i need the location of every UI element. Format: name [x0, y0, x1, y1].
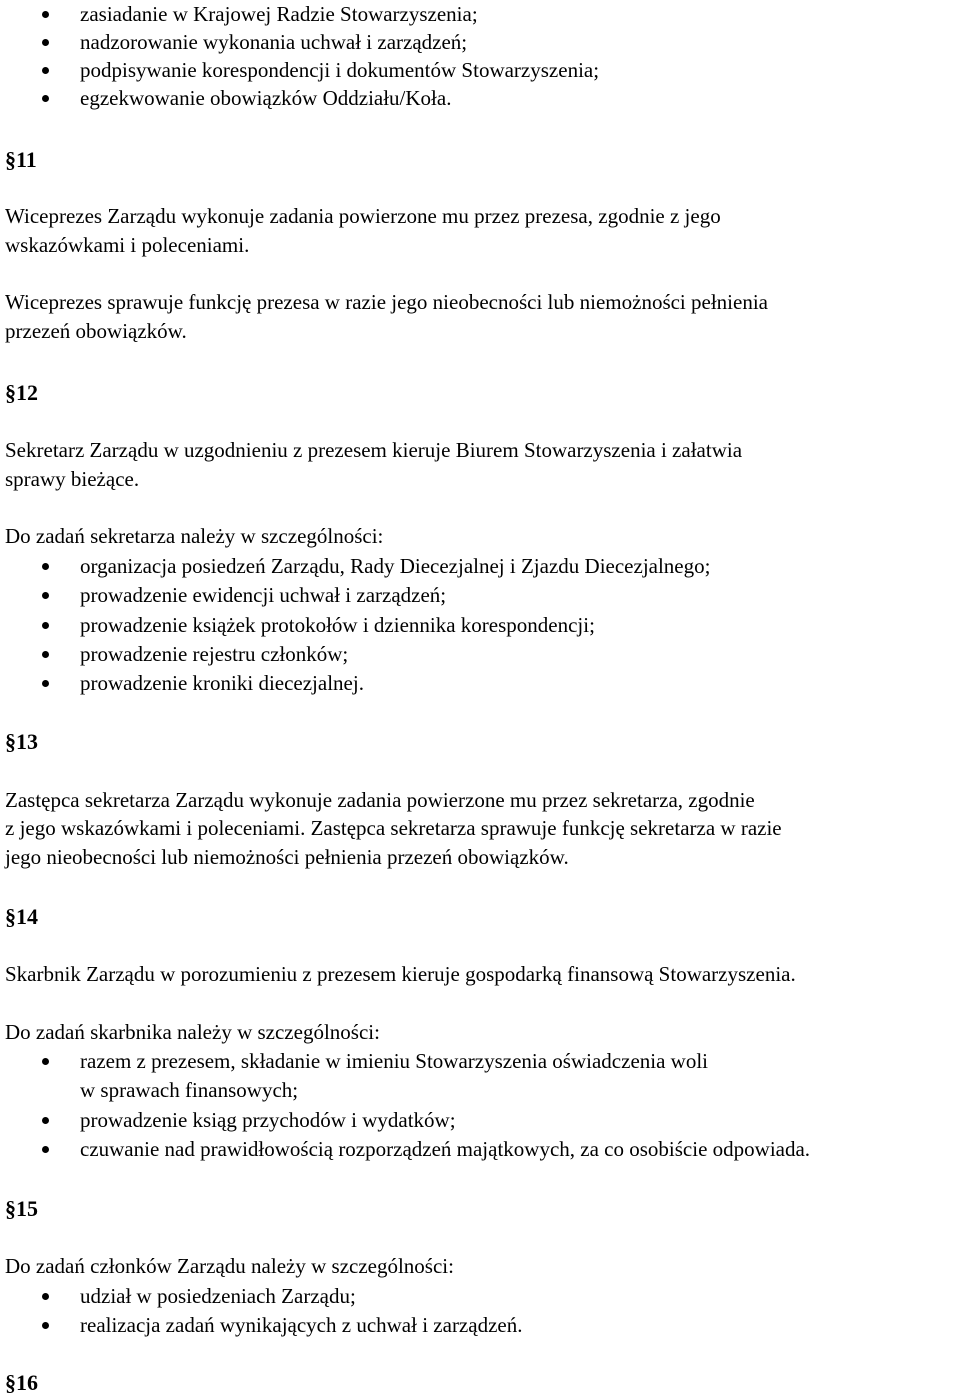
list-item: nadzorowanie wykonania uchwał i zarządzeń; — [80, 28, 467, 57]
section-number: 15 — [16, 1196, 38, 1221]
section-number: 13 — [16, 729, 38, 754]
section-heading-16: §16 — [5, 1370, 38, 1395]
paragraph-line: przezeń obowiązków. — [5, 319, 187, 343]
section-heading-12: §12 — [5, 380, 38, 405]
paragraph-line: Skarbnik Zarządu w porozumieniu z prezesem kieruje gospodarką finansową Stowarzyszenia. — [5, 962, 796, 986]
section-heading-11: §11 — [5, 147, 37, 172]
list-item: prowadzenie książek protokołów i dziennika korespondencji; — [80, 611, 595, 640]
list-item: prowadzenie kroniki diecezjalnej. — [80, 669, 364, 698]
list-item: razem z prezesem, składanie w imieniu Stowarzyszenia oświadczenia woli — [80, 1047, 708, 1076]
paragraph-line: Zastępca sekretarza Zarządu wykonuje zadania powierzone mu przez sekretarza, zgodnie — [5, 788, 755, 812]
list-item: zasiadanie w Krajowej Radzie Stowarzyszenia; — [80, 0, 478, 29]
list-item: egzekwowanie obowiązków Oddziału/Koła. — [80, 84, 451, 113]
list-item: prowadzenie ksiąg przychodów i wydatków; — [80, 1106, 456, 1135]
list-item: udział w posiedzeniach Zarządu; — [80, 1282, 356, 1311]
list-item-continuation: w sprawach finansowych; — [80, 1078, 299, 1102]
list-item: prowadzenie rejestru członków; — [80, 640, 348, 669]
section-number: 12 — [16, 380, 38, 405]
list-intro: Do zadań skarbnika należy w szczególności: — [5, 1020, 380, 1044]
list-item: prowadzenie ewidencji uchwał i zarządzeń; — [80, 581, 446, 610]
list-item: organizacja posiedzeń Zarządu, Rady Diecezjalnej i Zjazdu Diecezjalnego; — [80, 552, 710, 581]
list-item: realizacja zadań wynikających z uchwał i zarządzeń. — [80, 1311, 522, 1340]
list-item: czuwanie nad prawidłowością rozporządzeń majątkowych, za co osobiście odpowiada. — [80, 1135, 810, 1164]
paragraph-line: sprawy bieżące. — [5, 467, 140, 491]
paragraph-line: Wiceprezes Zarządu wykonuje zadania powierzone mu przez prezesa, zgodnie z jego — [5, 204, 721, 228]
section-number: 16 — [16, 1370, 38, 1395]
section-number: 11 — [16, 147, 37, 172]
list-intro: Do zadań sekretarza należy w szczególności: — [5, 524, 384, 548]
list-item: podpisywanie korespondencji i dokumentów Stowarzyszenia; — [80, 56, 599, 85]
paragraph-line: Wiceprezes sprawuje funkcję prezesa w razie jego nieobecności lub niemożności pełnienia — [5, 290, 768, 314]
paragraph-line: wskazówkami i poleceniami. — [5, 233, 250, 257]
paragraph-line: z jego wskazówkami i poleceniami. Zastępca sekretarza sprawuje funkcję sekretarza w razie — [5, 816, 782, 840]
section-number: 14 — [16, 904, 38, 929]
paragraph-line: jego nieobecności lub niemożności pełnienia przezeń obowiązków. — [5, 845, 569, 869]
section-heading-13: §13 — [5, 729, 38, 754]
paragraph-line: Sekretarz Zarządu w uzgodnieniu z prezesem kieruje Biurem Stowarzyszenia i załatwia — [5, 438, 743, 462]
list-intro: Do zadań członków Zarządu należy w szczególności: — [5, 1254, 454, 1278]
section-heading-15: §15 — [5, 1196, 38, 1221]
section-heading-14: §14 — [5, 904, 38, 929]
